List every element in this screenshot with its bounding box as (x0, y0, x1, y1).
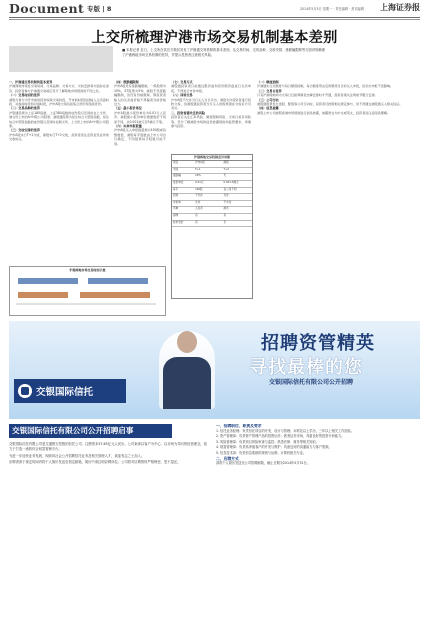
table-cell: 无 (223, 174, 227, 178)
article-headline: 上交所梳理沪港市场交易机制基本差别 (91, 30, 338, 46)
trading-hours-diagram (10, 272, 163, 310)
company-logo (14, 379, 126, 403)
trading-hours-figure (9, 266, 166, 316)
banner-slogan-3: 交银国际信托有限公司公开招聘 (269, 379, 354, 386)
timeline-bar-b (88, 278, 148, 284)
paragraph: 沪市A股设有涨跌幅限制，一般股票为10%，ST股票为5%；港股不设涨跌幅限制，但设有价格限制，即投资者输入的买卖盘价格不得偏离当前价格过大。 (114, 84, 166, 107)
section-heading: （七）交易方式 (171, 80, 193, 84)
article-photo (9, 46, 113, 72)
recruitment-banner (9, 321, 420, 419)
figure-head (177, 331, 197, 353)
section-heading: （一）交易时间的差异 (9, 93, 40, 98)
table-cell: 各公司不同 (223, 187, 237, 191)
table-row (172, 174, 252, 181)
recruitment-paragraph: 应聘者请于规定时间内将个人简历发送至指定邮箱，简历中请注明应聘岗位。公司将对应聘资料严格保密，恕不退还。 (9, 460, 181, 464)
table-cell: 报价单位 (173, 180, 184, 184)
job-item: 2. 资产管理岗：负责资产管理产品的投资运作；熟悉证券市场，具备良好的投资分析能力。 (216, 434, 345, 439)
table-row (172, 201, 252, 208)
table-header-cell: 项目 (173, 161, 179, 165)
job-item: 5. 信息技术岗：负责信息系统的规划与运维；计算机相关专业。 (216, 450, 307, 455)
table-cell: T+1 (195, 167, 201, 171)
table-header-cell: 沪市A股 (195, 161, 205, 165)
paragraph: 沪市A股最小报价单位为0.01元人民币；港股最小报价单位根据股价不同而不同，从0.001港元至5港元不等。 (114, 110, 166, 124)
table-row (172, 168, 252, 175)
table-cell: 0.01元 (195, 180, 204, 184)
apply-heading: 二、应聘方式 (216, 455, 239, 461)
paragraph: 港股通投资者只能通过限价盘和竞价限价盘进行买卖申报，不得进行市价申报。 (171, 84, 251, 93)
job-item: 4. 财富管理岗：负责高净值客户的开发与维护；具备良好的沟通能力与客户资源。 (216, 445, 332, 450)
section-heading: （三）交收安排的差异 (9, 128, 40, 133)
header-rule-thin (9, 19, 420, 20)
timeline-bar-d (80, 292, 150, 298)
paragraph: 沪市A股买入申报数量须为100股或其整数倍，港股每手股数由上市公司自行确定，不同股票每手股数可能不同。 (114, 128, 166, 146)
section-heading: （一）额度控制 (257, 80, 279, 84)
job-item: 3. 风险管理岗：负责项目风险审查与监控；熟悉法律、财务等相关知识。 (216, 439, 319, 444)
table-cell: 允许 (223, 194, 229, 198)
table-row (172, 207, 252, 214)
table-cell: T+2 (223, 167, 229, 171)
section-heading: （二）交易品种的差异 (9, 106, 40, 111)
businessman-illustration (159, 331, 215, 409)
brand-logo: Document (9, 1, 85, 16)
table-row (172, 181, 252, 188)
table-cell: 停牌 (173, 213, 179, 217)
table-cell: 有 (195, 220, 198, 224)
section-label: 专版 | 8 (87, 5, 112, 13)
table-cell: 每手 (173, 187, 179, 191)
article-column-4 (257, 80, 420, 314)
recruitment-paragraph: 为进一步加快业务发展，现面向社会公开招聘信托业务及相关管理人才，欢迎有志之士加入。 (9, 453, 145, 458)
table-cell: 币种 (173, 207, 179, 211)
article-column-3 (171, 80, 251, 150)
table-header-row (172, 161, 252, 168)
newspaper-masthead: 上海证券报 (380, 2, 420, 12)
table-cell: 市价单 (173, 200, 181, 204)
table-cell: 涨跌幅 (173, 174, 181, 178)
article-column-3-tail (171, 300, 251, 314)
section-heading: （六）买卖申报数量 (114, 124, 142, 129)
timeline-bar-a (18, 278, 78, 284)
table-cell: 10% (195, 174, 201, 178)
paragraph: 港股交易分为开市前时段和持续交易时段，开市前时段包括输入买卖盘时段、对盘前时段和对盘时段，沪市A股交易包括集合竞价和连续竞价。 (9, 97, 109, 107)
section-heading: （二）交易日差异 (257, 88, 282, 93)
jobs-heading: 一、招聘职位、职责及要求 (216, 424, 262, 428)
section-heading: （三）公司行动 (257, 97, 279, 102)
table-row (172, 188, 252, 195)
table-cell: 允许 (195, 200, 201, 204)
section-heading: 一、沪港通交易机制的基本差异 (9, 80, 53, 84)
article-column-1 (9, 80, 109, 264)
comparison-table (171, 154, 253, 299)
section-heading: （五）最小报价单位 (114, 106, 142, 111)
table-cell: 收市竞价 (173, 220, 184, 224)
paragraph: 沪港通实行总额度与每日额度控制，每日额度用完后将暂停当日的买入申报，但卖出申报不受影响。 (257, 84, 394, 89)
table-cell: 人民币 (195, 207, 203, 211)
paragraph: 港股上市公司按照香港市场规则进行信息披露，披露语言为中文或英文，投资者需注意阅读理解。 (257, 110, 391, 115)
banner-slogan-1: 招聘资管精英 (261, 333, 375, 354)
table-cell: 回转 (173, 194, 179, 198)
table-row (172, 221, 252, 228)
page-header (0, 0, 429, 17)
job-listing (216, 424, 420, 620)
section-heading: （八）回转交易 (171, 93, 193, 98)
bank-logo-icon (18, 384, 32, 398)
table-row (172, 214, 252, 221)
table-cell: 0.001-5港元 (223, 180, 239, 184)
table-cell: 交收 (173, 167, 179, 171)
section-heading: （四）信息披露 (257, 106, 279, 111)
recruitment-title: 交银国际信托有限公司公开招聘启事 (9, 424, 172, 438)
recruitment-body (9, 442, 207, 620)
paragraph: 沪市A股实行T+1交收，港股实行T+2交收，投资者需注意资金及证券的交收时点。 (9, 132, 109, 142)
table-cell: 有 (195, 213, 198, 217)
section-heading: 二、投资者需关注的风险 (171, 110, 206, 115)
banner-slogan-2: 寻找最棒的您 (249, 357, 363, 378)
paragraph: 沪股通股票为上证180指数、上证380指数的成份股以及同时在上交所、港交所上市的A+H股公司股票；港股通股票为恒生综合大型股指数、恒生综合中型股指数的成份股以及同时在联交所、上交所上市的A+H股公司股票。 (9, 110, 109, 129)
recruitment-paragraph: 交银国际信托有限公司是交通银行控股的信托公司，注册资本57.65亿元人民币。公司秉承以客户为中心、以市场为导向的经营理念，致力于打造一流的综合财富管理平台。 (9, 442, 207, 451)
table-title: 沪港两地交易机制差异对照 (172, 155, 252, 161)
paragraph: 港股通股票发生送股、配股等公司行动时，投资者可按照相关规定参与，但不得通过港股通买入相关权证。 (257, 102, 403, 107)
table-header-cell: 港股 (223, 161, 229, 165)
header-rule (9, 17, 420, 18)
table-cell: 港币 (223, 207, 229, 211)
paragraph: 沪市A股不允许当日买入当日卖出，港股允许投资者进行回转交易，但港股通投资者当日买入的股票须在交收后方可卖出。 (171, 97, 251, 111)
table-cell: 不允许 (195, 194, 203, 198)
page-meta: 2014年5月5日 星期一 · 责任编辑 · 美术编辑 (300, 7, 364, 11)
table-cell: 有 (223, 213, 227, 217)
paragraph: 投资者应关注汇率风险、额度限制风险、交易日差异风险等，充分了解港股市场的信息披露规则和监管要求，审慎参与投资。 (171, 115, 251, 129)
job-item: 1. 信托业务经理：负责信托项目的开发、设计与管理；本科及以上学历，三年以上相关工作经验。 (216, 428, 354, 433)
section-heading: （四）涨跌幅限制 (114, 80, 139, 84)
paragraph: 沪港两地市场在交易时间、交易品种、交易方式、交收安排等方面存在差异，投资者参与沪港通交易前应充分了解两地市场规则的不同之处。 (9, 84, 109, 93)
apply-note: 请将个人简历发送至公司招聘邮箱，截止日期为2014年5月31日。 (216, 461, 310, 466)
table-cell: 不允许 (223, 200, 232, 204)
table-cell: 无 (223, 220, 227, 224)
figure-caption: 沪港两地市场交易时间示意 (69, 268, 106, 272)
company-name: 交银国际信托 (36, 387, 94, 398)
timeline-bar-c (18, 292, 68, 298)
paragraph: 只有沪港两地均为交易日且能够满足结算安排时才开通，投资者须关注两地节假日安排。 (257, 93, 378, 98)
figure-suit (163, 357, 211, 409)
table-row (172, 194, 252, 201)
table-cell: 100股 (195, 187, 203, 191)
article-lead: ■ 本报记者 近日，上交所在其官方微信发布了沪港通交易机制的基本差别，从交易时间、交易品种、交收安排、涨跌幅限制等方面详细梳理了沪港两地市场交易机制的差异，并提示投资者注意相关风险。 (122, 48, 326, 57)
